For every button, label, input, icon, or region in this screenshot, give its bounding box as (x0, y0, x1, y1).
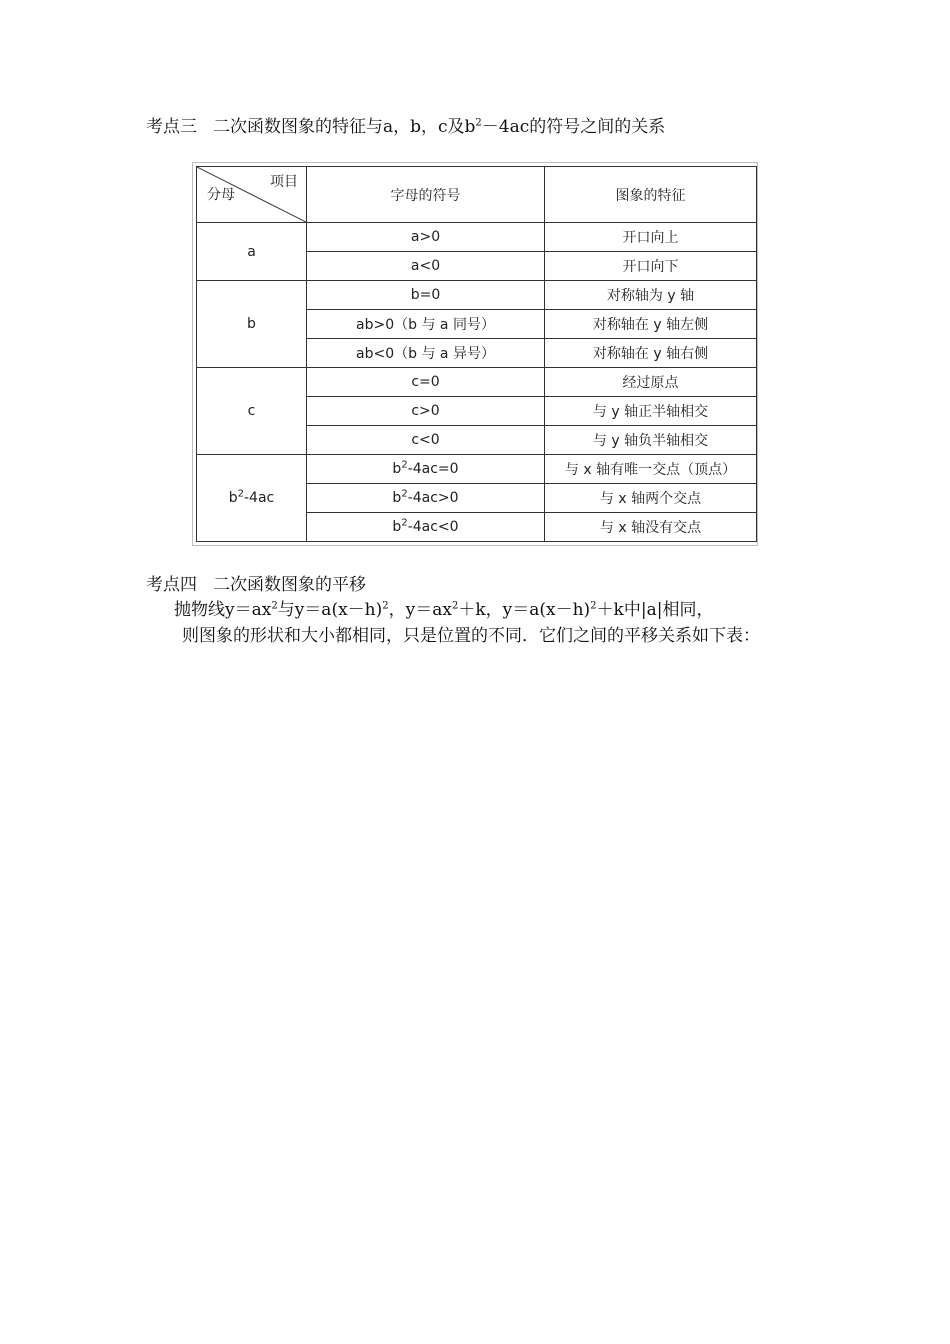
section4-heading (146, 574, 366, 596)
feature-cell: 经过原点 (545, 368, 757, 397)
diagonal-header-cell (197, 167, 307, 223)
sign-cell: $b^2-4ac>0$ (307, 484, 545, 513)
parabola-paragraph: 抛物线$y=ax^2$与$y=a(x-h)^2$，$y=ax^2+k$，$y=a(x-h)^2+k$中|a|相同， (174, 600, 714, 620)
feature-cell: 开口向下 (545, 252, 757, 281)
feature-cell: 对称轴在 y 轴左侧 (545, 310, 757, 339)
table-row (197, 281, 757, 310)
section4-title: 二次函数图象的平移 (213, 575, 366, 595)
sign-cell: c<0 (307, 426, 545, 455)
feature-cell: 对称轴为 y 轴 (545, 281, 757, 310)
letter-c: c (197, 368, 307, 455)
sign-cell: c>0 (307, 397, 545, 426)
section3-label: 考点三 (146, 117, 197, 137)
header-project: 项目 (270, 174, 298, 190)
feature-cell: 对称轴在 y 轴右侧 (545, 339, 757, 368)
table-header-row (197, 167, 757, 223)
letter-discriminant: $b^2-4ac$ (197, 455, 307, 542)
section3-title-pre: 二次函数图象的特征与a，b，c及b (213, 117, 476, 137)
sign-table-frame (192, 162, 758, 546)
sign-cell: a>0 (307, 223, 545, 252)
sign-cell: b=0 (307, 281, 545, 310)
sign-cell: ab<0（b 与 a 异号） (307, 339, 545, 368)
sign-cell: $b^2-4ac=0$ (307, 455, 545, 484)
section3-title-post: －4ac的符号之间的关系 (481, 117, 666, 137)
header-sign: 字母的符号 (307, 167, 545, 223)
table-row (197, 368, 757, 397)
section4-label: 考点四 (146, 575, 197, 595)
section3-title-sup: 2 (475, 117, 482, 129)
table-row (197, 223, 757, 252)
sign-cell: ab>0（b 与 a 同号） (307, 310, 545, 339)
letter-b: b (197, 281, 307, 368)
table-row (197, 455, 757, 484)
feature-cell: 开口向上 (545, 223, 757, 252)
sign-cell: c=0 (307, 368, 545, 397)
header-denominator: 分母 (207, 187, 235, 203)
section3-heading (146, 116, 665, 138)
feature-cell: 与 y 轴正半轴相交 (545, 397, 757, 426)
sign-table (196, 166, 757, 542)
feature-cell: 与 x 轴两个交点 (545, 484, 757, 513)
translation-paragraph: 则图象的形状和大小都相同，只是位置的不同．它们之间的平移关系如下表： (182, 626, 760, 646)
sign-cell: $b^2-4ac<0$ (307, 513, 545, 542)
letter-a: a (197, 223, 307, 281)
header-feature: 图象的特征 (545, 167, 757, 223)
feature-cell: 与 x 轴没有交点 (545, 513, 757, 542)
sign-cell: a<0 (307, 252, 545, 281)
feature-cell: 与 y 轴负半轴相交 (545, 426, 757, 455)
feature-cell: 与 x 轴有唯一交点（顶点） (545, 455, 757, 484)
